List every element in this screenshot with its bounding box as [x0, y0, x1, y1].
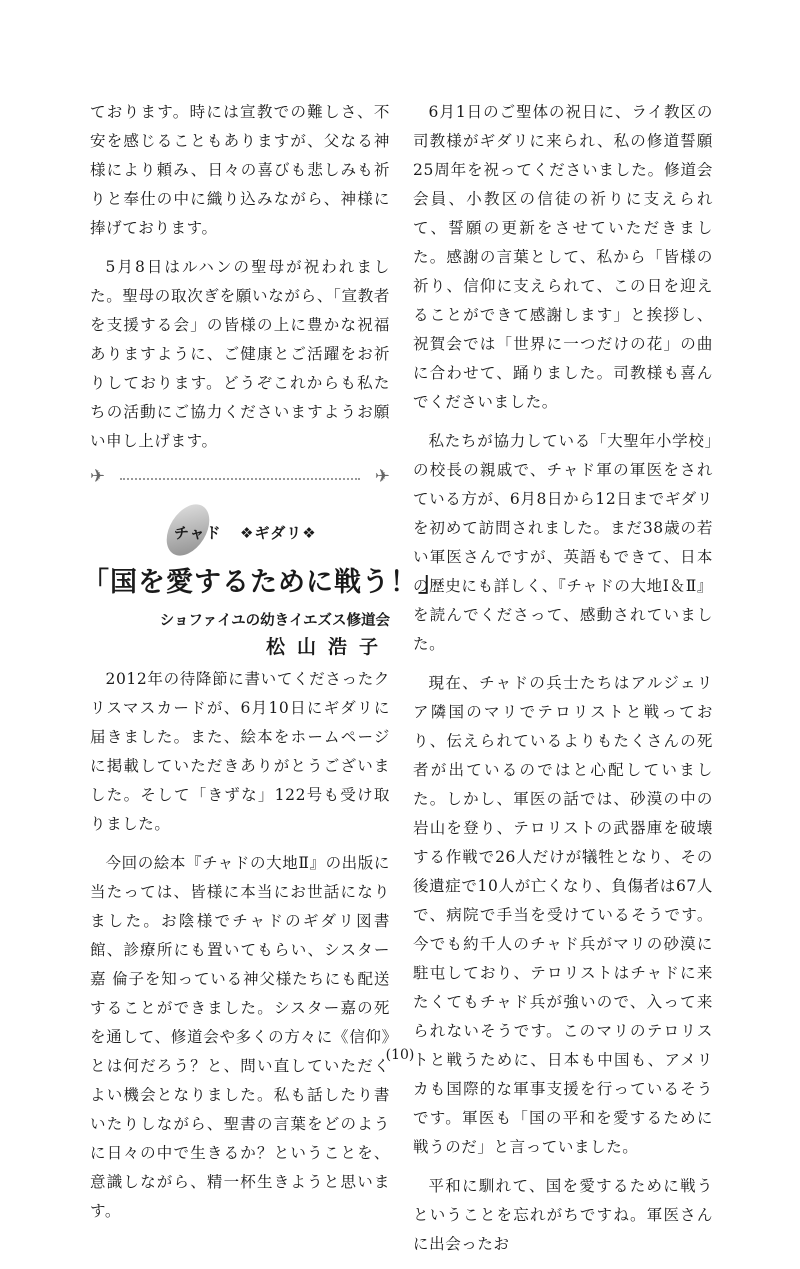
right-column	[413, 98, 713, 1269]
city-label: ❖ギダリ❖	[240, 524, 317, 542]
paragraph: 平和に馴れて、国を愛するために戦うということを忘れがちですね。軍医さんに出会ったお	[413, 1177, 713, 1253]
author-name: 松山浩子	[265, 636, 390, 658]
paragraph: 5月8日はルハンの聖母が祝われました。聖母の取次ぎを願いながら、「宣教者を支援する会」の皆様の上に豊かな祝福ありますように、ご健康とご活躍をお祈りしております。どうぞこれからも私たちの活動にご協力くださいますようお願い申し上げます。	[90, 258, 390, 450]
paragraph: 現在、チャドの兵士たちはアルジェリア隣国のマリでテロリストと戦っており、伝えられているよりもたくさんの死者が出ているのではと心配していました。しかし、軍医の話では、砂漠の中の岩山を登り、テロリストの武器庫を破壊する作戦で26人だけが犠牲となり、その後遺症で10人が亡くなり、負傷者は67人で、病院で手当を受けているそうです。今でも約千人のチャド兵がマリの砂漠に駐屯しており、テロリストはチャドに来たくてもチャド兵が強いので、入って来られないそうです。このマリのテロリストと戦うために、日本も中国も、アメリカも国際的な軍事支援を行っているそうです。軍医も「国の平和を愛するために戦うのだ」と言っていました。	[413, 674, 713, 1156]
paragraph: 2012年の待降節に書いてくださったクリスマスカードが、6月10日にギダリに届きました。また、絵本をホームページに掲載していただきありがとうございました。そして「きずな」122号も受け取りました。	[90, 670, 390, 833]
paragraph: 今回の絵本『チャドの大地Ⅱ』の出版に当たっては、皆様に本当にお世話になりました。お陰様でチャドのギダリ図書館、診療所にも置いてもらい、シスター嘉 倫子を知っている神父様たちにも配送することができました。シスター嘉の死を通して、修道会や多くの方々に《信仰》とは何だろう？と、問い直していただくよい機会となりました。私も話したり書いたりしながら、聖書の言葉をどのように日々の中で生きるか？ということを、意識しながら、精一杯生きようと思います。	[90, 854, 390, 1220]
article-location-header	[90, 508, 390, 554]
section-divider	[90, 466, 390, 492]
paragraph: 6月1日のご聖体の祝日に、ライ教区の司教様がギダリに来られ、私の修道誓願25周年を祝ってくださいました。修道会会員、小教区の信徒の祈りに支えられて、誓願の更新をさせていただきました。感謝の言葉として、私から「皆様の祈り、信仰に支えられて、この日を迎えることができて感謝します」と挨拶し、祝賀会では「世界に一つだけの花」の曲に合わせて、踊りました。司教様も喜んでくださいました。	[413, 103, 713, 411]
article-title: 「国を愛するために戦う！」	[82, 567, 446, 598]
airplane-icon: ✈	[90, 466, 106, 487]
dotted-line	[120, 478, 360, 480]
country-label: チャド	[174, 524, 222, 542]
paragraph: 私たちが協力している「大聖年小学校」の校長の親戚で、チャド軍の軍医をされている方が、6月8日から12日までギダリを初めて訪問されました。まだ38歳の若い軍医さんですが、英語もできて、日本の歴史にも詳しく、『チャドの大地Ⅰ＆Ⅱ』を読んでくださって、感動されていました。	[413, 432, 713, 653]
page-number: (10)	[385, 1047, 415, 1063]
left-column	[82, 98, 446, 1236]
paragraph: ております。時には宣教での難しさ、不安を感じることもありますが、父なる神様により頼み、日々の喜びも悲しみも祈りと奉仕の中に織り込みながら、神様に捧げております。	[90, 103, 390, 237]
airplane-icon: ✈	[374, 466, 390, 487]
organization-name: ショファイユの幼きイエズス修道会	[159, 613, 390, 629]
